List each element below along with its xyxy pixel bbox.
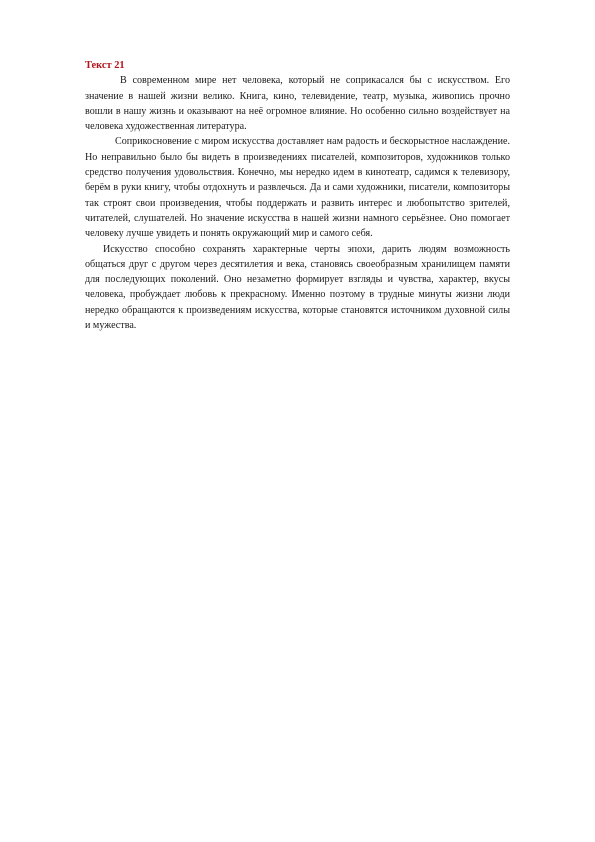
paragraph-1: В современном мире нет человека, который не соприкасался бы с искусством. Его значение в нашей жизни велико. Книга, кино, телевидение, театр, музыка, живопись прочно вошли в нашу жизнь и оказывают на неё огромное влияние. Но особенно сильно воздействует на человека художественная литература. — [85, 75, 510, 133]
paragraph-2: Соприкосновение с миром искусства доставляет нам радость и бескорыстное наслаждение. Но неправильно было бы видеть в произведениях писателей, композиторов, художников только средство получения удовольствия. Конечно, мы нередко идем в кинотеатр, садимся к телевизору, берём в руки книгу, чтобы отдохнуть и развлечься. Да и сами художники, писатели, композиторы так строят свои произведения, чтобы поддержать и развить интерес и любопытство зрителей, читателей, слушателей. Но значение искусства в нашей жизни намного серьёзнее. Оно помогает человеку лучше увидеть и понять окружающий мир и самого себя. — [85, 136, 510, 240]
document-title: Текст 21 — [85, 60, 125, 71]
paragraph-3: Искусство способно сохранять характерные черты эпохи, дарить людям возможность общаться друг с другом через десятилетия и века, становясь своеобразным хранилищем памяти для последующих поколений. Оно незаметно формирует взгляды и чувства, характер, вкусы человека, пробуждает любовь к прекрасному. Именно поэтому в трудные минуты жизни люди нередко обращаются к произведениям искусства, которые становятся источником духовной силы и мужества. — [85, 243, 510, 332]
document-page — [85, 58, 510, 333]
